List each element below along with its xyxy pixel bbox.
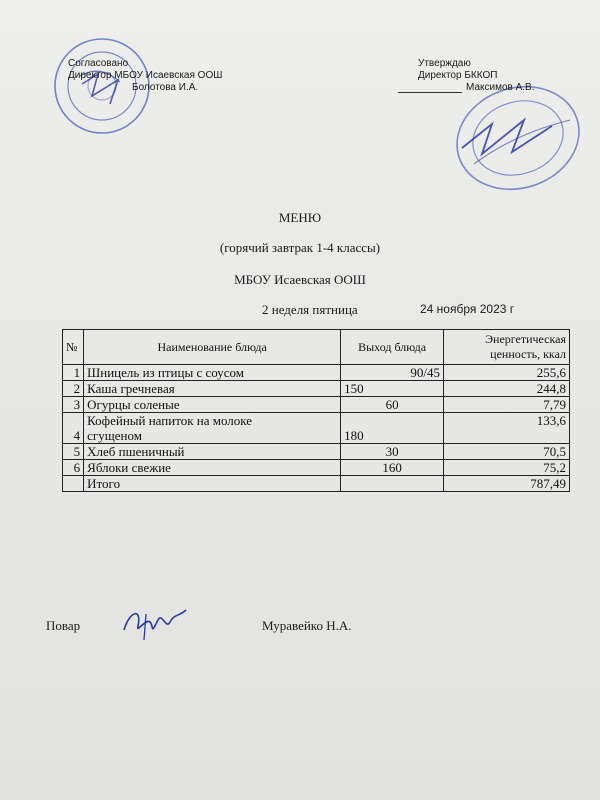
row-name: Каша гречневая <box>84 381 341 397</box>
row-name: Хлеб пшеничный <box>84 444 341 460</box>
row-energy: 244,8 <box>443 381 569 397</box>
cook-name: Муравейко Н.А. <box>262 618 352 633</box>
table-header-row <box>63 330 570 365</box>
header-energy-line1: Энергетическая <box>485 332 566 346</box>
table-row <box>63 397 570 413</box>
cook-signature-icon <box>120 600 190 642</box>
row-num: 1 <box>63 365 84 381</box>
approval-left-position: Директор МБОУ Исаевская ООШ <box>68 70 223 81</box>
row-num: 2 <box>63 381 84 397</box>
row-energy: 133,6 <box>443 413 569 444</box>
row-output: 180 <box>341 413 444 444</box>
table-total-row <box>63 476 570 492</box>
row-energy: 7,79 <box>443 397 569 413</box>
menu-table <box>62 329 570 492</box>
row-output: 60 <box>341 397 444 413</box>
row-output: 30 <box>341 444 444 460</box>
school-name: МБОУ Исаевская ООШ <box>234 272 366 287</box>
week-day: 2 неделя пятница <box>262 302 358 317</box>
table-row <box>63 413 570 444</box>
row-name <box>84 413 341 444</box>
header-energy-line2: ценность, ккал <box>490 347 566 361</box>
row-name: Огурцы соленые <box>84 397 341 413</box>
approval-left-label: Согласовано <box>68 58 129 69</box>
header-output: Выход блюда <box>341 330 444 365</box>
header-name: Наименование блюда <box>84 330 341 365</box>
row-num: 4 <box>63 413 84 444</box>
row-energy: 255,6 <box>443 365 569 381</box>
signature-line <box>398 92 462 93</box>
menu-date: 24 ноября 2023 г <box>420 302 515 316</box>
header-num: № <box>63 330 84 365</box>
total-value: 787,49 <box>443 476 569 492</box>
row-name-line2: сгущеном <box>87 428 142 443</box>
row-num: 3 <box>63 397 84 413</box>
row-energy: 75,2 <box>443 460 569 476</box>
row-num: 6 <box>63 460 84 476</box>
table-row <box>63 381 570 397</box>
cook-role: Повар <box>46 618 81 633</box>
table-row <box>63 444 570 460</box>
row-name-line1: Кофейный напиток на молоке <box>87 413 253 428</box>
header-energy <box>443 330 569 365</box>
row-output: 160 <box>341 460 444 476</box>
approval-right-name: Максимов А.В. <box>466 82 535 93</box>
approval-left-name: Болотова И.А. <box>132 82 199 93</box>
approval-right-position: Директор БККОП <box>418 70 498 81</box>
row-output: 90/45 <box>341 365 444 381</box>
table-row <box>63 365 570 381</box>
right-stamp-icon <box>452 80 582 192</box>
row-name: Шницель из птицы с соусом <box>84 365 341 381</box>
total-label: Итого <box>84 476 341 492</box>
table-row <box>63 460 570 476</box>
approval-right-label: Утверждаю <box>418 58 471 69</box>
menu-subtitle: (горячий завтрак 1-4 классы) <box>219 240 381 255</box>
row-output: 150 <box>341 381 444 397</box>
row-num: 5 <box>63 444 84 460</box>
row-name: Яблоки свежие <box>84 460 341 476</box>
row-energy: 70,5 <box>443 444 569 460</box>
menu-title: МЕНЮ <box>278 210 322 225</box>
